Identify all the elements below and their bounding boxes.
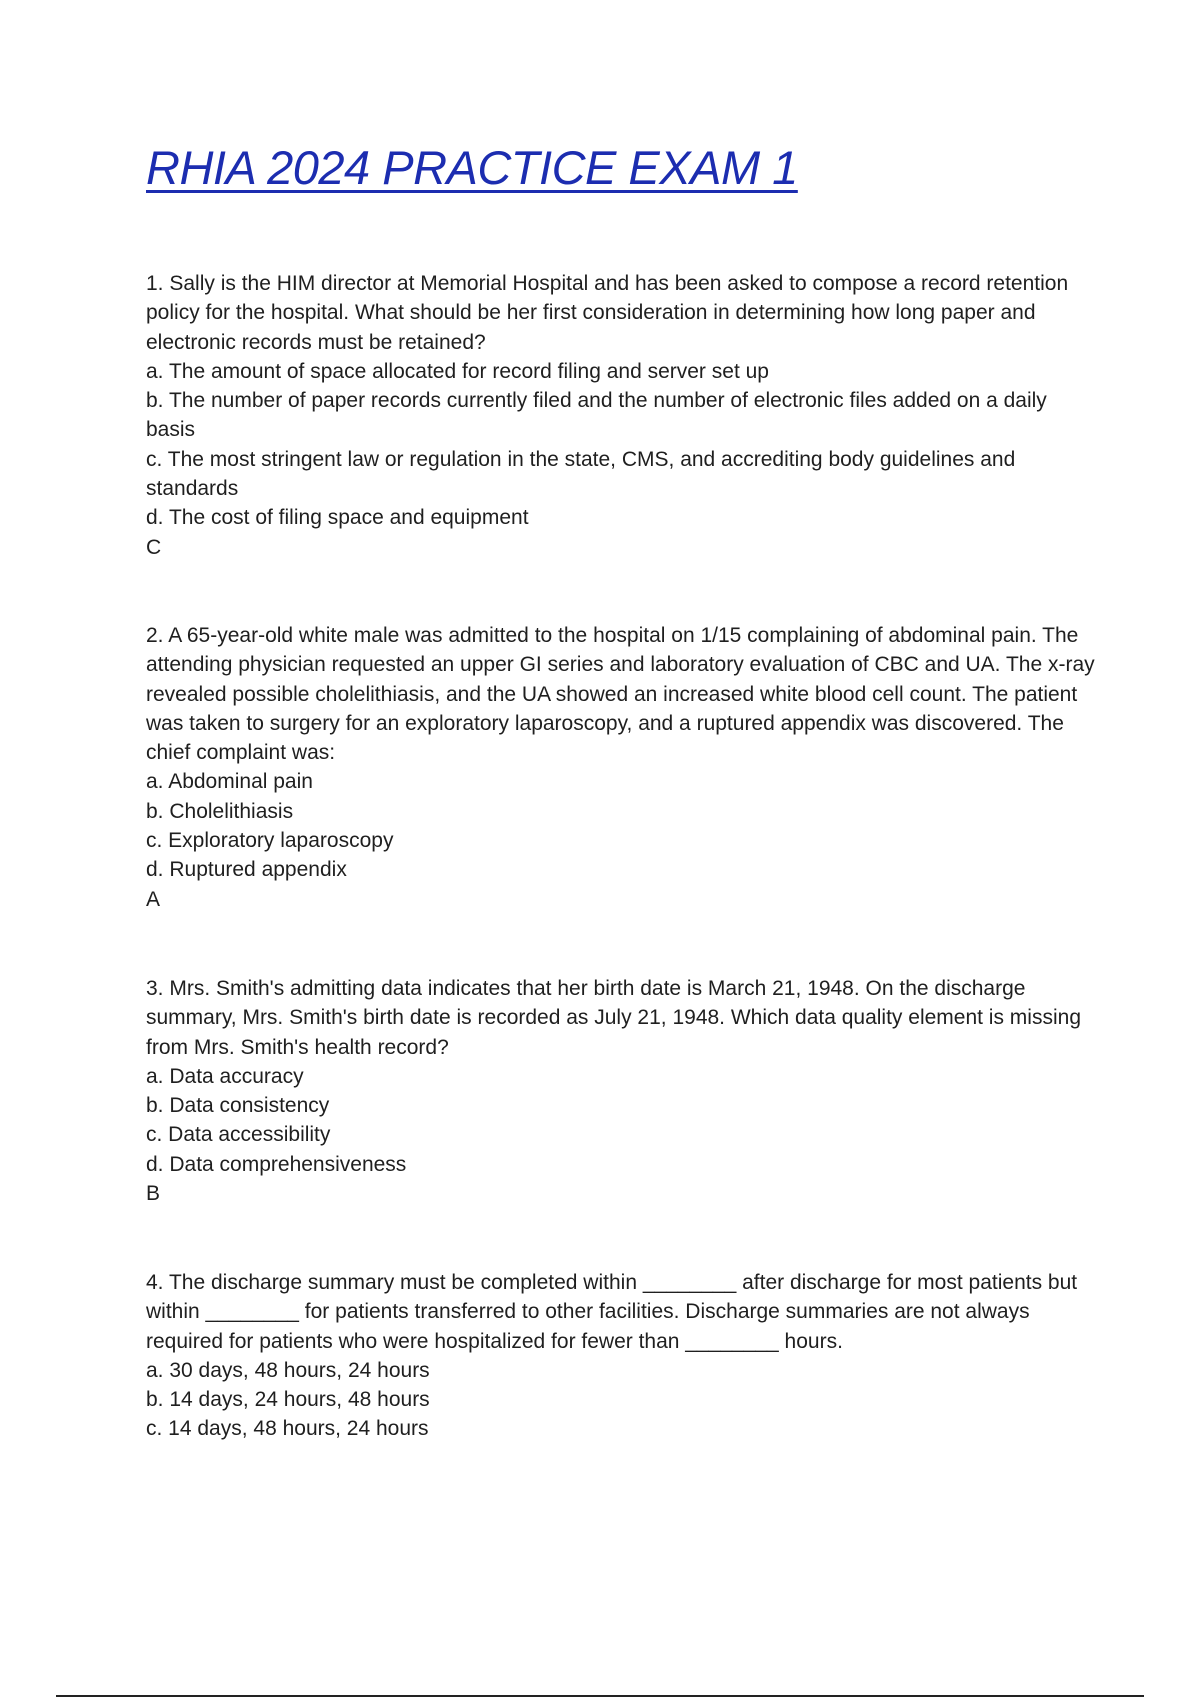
question-stem: 1. Sally is the HIM director at Memorial Hospital and has been asked to compose a record retention policy for the hospital. What should be her first consideration in determining how long paper and electronic records must be retained? [146, 272, 1069, 354]
correct-answer: C [146, 535, 162, 559]
answer-option: a. Abdominal pain [146, 770, 313, 794]
answer-option: b. Cholelithiasis [146, 799, 294, 823]
answer-option: b. The number of paper records currently filed and the number of electronic files added on a daily basis [146, 389, 1047, 442]
question-2 [146, 621, 1096, 914]
answer-option: c. Exploratory laparoscopy [146, 829, 394, 853]
answer-option: b. Data consistency [146, 1094, 330, 1118]
document-title: RHIA 2024 PRACTICE EXAM 1 [146, 141, 798, 194]
answer-option: b. 14 days, 24 hours, 48 hours [146, 1388, 430, 1412]
answer-option: c. Data accessibility [146, 1123, 331, 1147]
answer-option: c. The most stringent law or regulation in the state, CMS, and accrediting body guidelines and standards [146, 447, 1016, 501]
question-stem: 4. The discharge summary must be completed within ________ after discharge for most patients but within ________ for patients transferred to other facilities. Discharge summaries are not always required for patients who were hospitalized for fewer than ________ hours. [146, 1271, 1078, 1353]
answer-option: c. 14 days, 48 hours, 24 hours [146, 1417, 429, 1441]
answer-option: a. 30 days, 48 hours, 24 hours [146, 1358, 430, 1382]
page-footer-divider [56, 1695, 1144, 1697]
correct-answer: B [146, 1182, 161, 1206]
question-stem: 3. Mrs. Smith's admitting data indicates that her birth date is March 21, 1948. On the discharge summary, Mrs. Smith's birth date is recorded as July 21, 1948. Which data quality element is missing from Mrs. Smith's health record? [146, 977, 1081, 1059]
answer-option: a. The amount of space allocated for record filing and server set up [146, 359, 769, 383]
answer-option: a. Data accuracy [146, 1064, 304, 1088]
question-3 [146, 974, 1096, 1208]
answer-option: d. The cost of filing space and equipment [146, 506, 529, 530]
answer-option: d. Ruptured appendix [146, 858, 347, 882]
question-4 [146, 1268, 1096, 1444]
question-1 [146, 269, 1096, 562]
correct-answer: A [146, 887, 161, 911]
question-stem: 2. A 65-year-old white male was admitted to the hospital on 1/15 complaining of abdominal pain. The attending physician requested an upper GI series and laboratory evaluation of CBC and UA. The x-ray revealed possible cholelithiasis, and the UA showed an increased white blood cell count. The patient was taken to surgery for an exploratory laparoscopy, and a ruptured appendix was discovered. The chief complaint was: [146, 624, 1095, 765]
answer-option: d. Data comprehensiveness [146, 1152, 407, 1176]
